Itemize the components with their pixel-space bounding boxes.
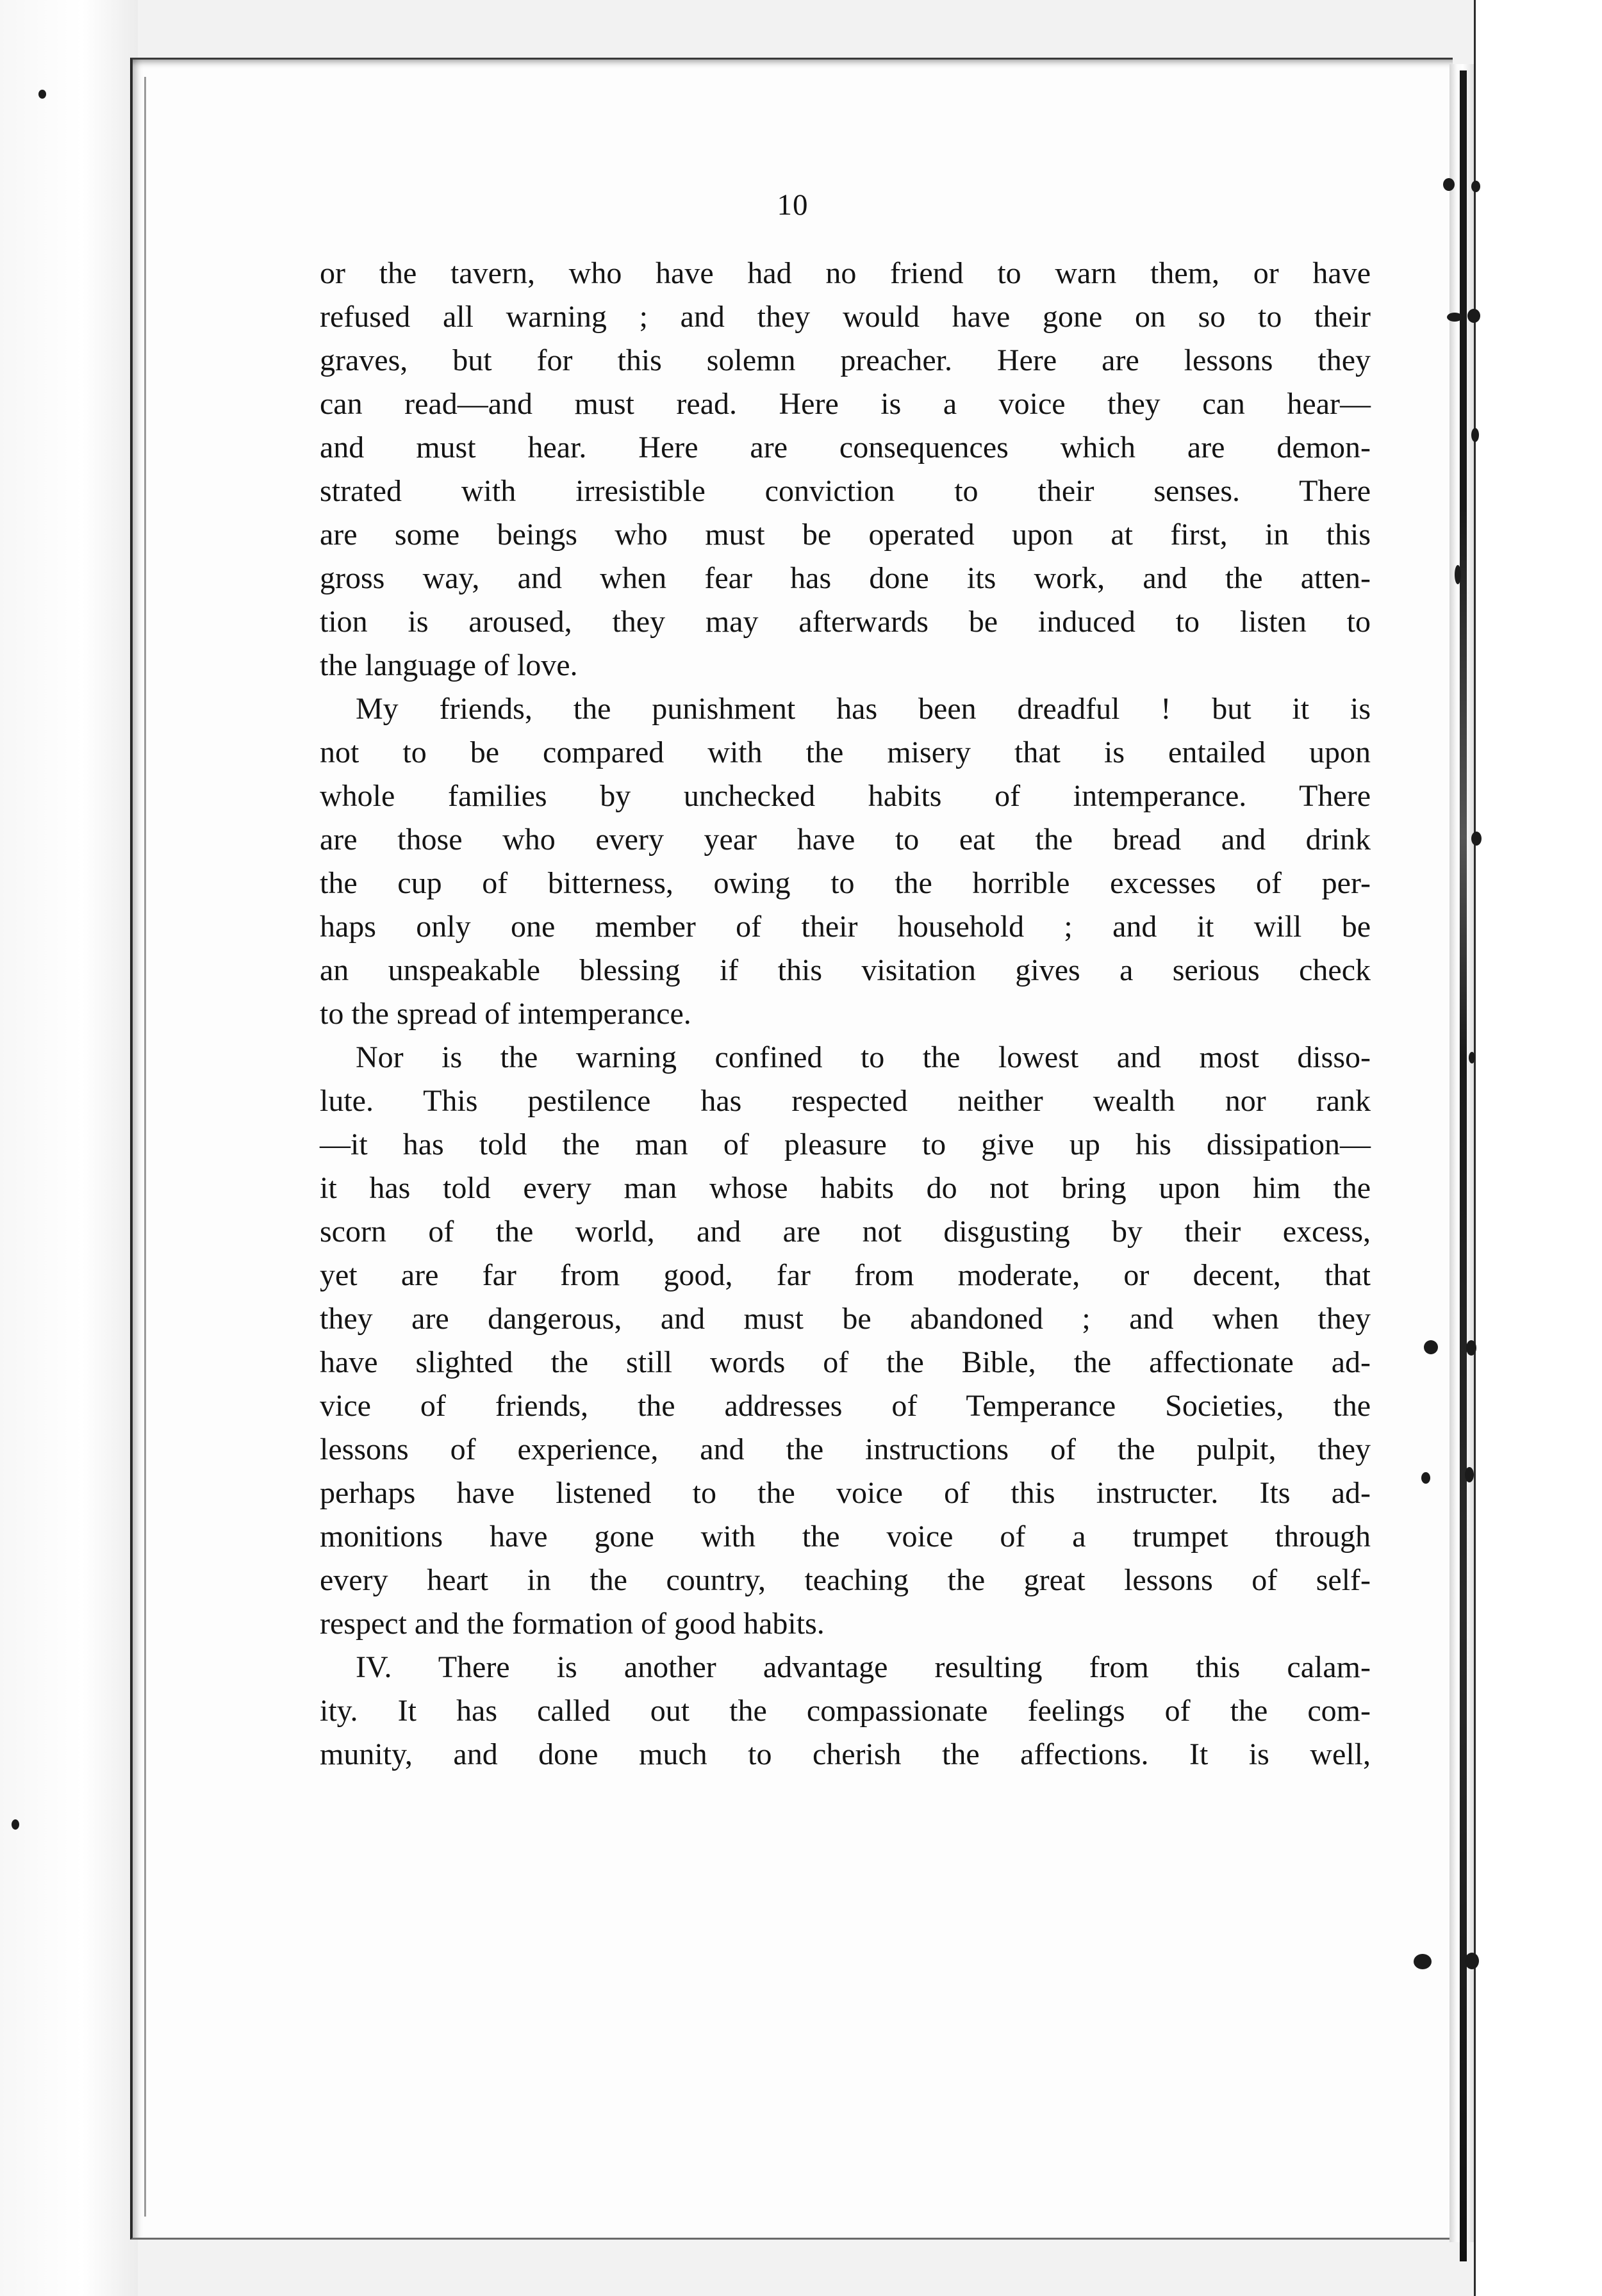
page-number: 10 (777, 188, 809, 222)
text-line: the language of love. (320, 648, 578, 682)
text-line: not to be compared with the misery that is entailed upon (320, 735, 1371, 769)
scan-speck (1466, 1340, 1476, 1356)
text-line: it has told every man whose habits do not bring upon him the (320, 1171, 1371, 1205)
scan-speck (1424, 1340, 1438, 1354)
scan-speck (1447, 313, 1462, 322)
book-page (130, 58, 1453, 2240)
text-line: whole families by unchecked habits of intemperance. There (320, 779, 1371, 813)
text-line: scorn of the world, and are not disgusting by their excess, (320, 1215, 1371, 1249)
text-line: monitions have gone with the voice of a trumpet through (320, 1520, 1371, 1554)
scan-margin-right (1474, 0, 1602, 2296)
text-line: IV. There is another advantage resulting from this calam- (356, 1650, 1371, 1684)
text-line: refused all warning ; and they would have gone on so to their (320, 300, 1371, 334)
text-line: strated with irresistible conviction to their senses. There (320, 474, 1371, 508)
text-line: graves, but for this solemn preacher. Here are lessons they (320, 343, 1371, 377)
text-line: yet are far from good, far from moderate, or decent, that (320, 1258, 1371, 1292)
text-line: tion is aroused, they may afterwards be induced to listen to (320, 605, 1371, 639)
scan-speck (1469, 1052, 1475, 1063)
scan-speck (12, 1819, 19, 1830)
text-line: they are dangerous, and must be abandoned ; and when they (320, 1302, 1371, 1336)
text-line: have slighted the still words of the Bible, the affectionate ad- (320, 1345, 1371, 1379)
text-line: My friends, the punishment has been dreadful ! but it is (356, 692, 1371, 726)
page-edge-line (144, 77, 146, 2217)
scan-speck (1465, 1953, 1479, 1969)
text-line: can read—and must read. Here is a voice they can hear— (320, 387, 1371, 421)
text-line: to the spread of intemperance. (320, 997, 691, 1031)
text-line: lessons of experience, and the instructions of the pulpit, they (320, 1432, 1371, 1466)
text-line: perhaps have listened to the voice of this instructer. Its ad- (320, 1476, 1371, 1510)
text-line: gross way, and when fear has done its work, and the atten- (320, 561, 1371, 595)
text-line: and must hear. Here are consequences which are demon- (320, 430, 1371, 464)
text-line: every heart in the country, teaching the great lessons of self- (320, 1563, 1371, 1597)
text-line: lute. This pestilence has respected neither wealth nor rank (320, 1084, 1371, 1118)
scan-speck (1421, 1472, 1430, 1484)
text-line: are some beings who must be operated upon at first, in this (320, 518, 1371, 552)
text-line: or the tavern, who have had no friend to warn them, or have (320, 256, 1371, 290)
text-line: vice of friends, the addresses of Temperance Societies, the (320, 1389, 1371, 1423)
scan-margin-left (0, 0, 138, 2296)
scan-speck (1467, 309, 1480, 323)
text-line: munity, and done much to cherish the affections. It is well, (320, 1737, 1371, 1771)
scan-speck (1471, 832, 1482, 846)
binding-edge (1460, 70, 1467, 2261)
text-line: Nor is the warning confined to the lowest and most disso- (356, 1040, 1371, 1074)
scan-speck (38, 90, 46, 99)
scan-speck (1443, 178, 1455, 191)
scan-speck (1414, 1954, 1432, 1969)
text-line: are those who every year have to eat the bread and drink (320, 823, 1371, 857)
text-line: haps only one member of their household ; and it will be (320, 910, 1371, 944)
text-line: an unspeakable blessing if this visitation gives a serious check (320, 953, 1371, 987)
text-line: ity. It has called out the compassionate feelings of the com- (320, 1694, 1371, 1728)
text-line: the cup of bitterness, owing to the horrible excesses of per- (320, 866, 1371, 900)
body-text (320, 252, 1371, 1776)
text-line: —it has told the man of pleasure to give up his dissipation— (320, 1128, 1371, 1161)
scan-speck (1471, 181, 1480, 192)
scan-speck (1455, 565, 1461, 584)
scan-speck (1465, 1467, 1474, 1482)
text-line: respect and the formation of good habits. (320, 1607, 825, 1641)
scan-speck (1471, 428, 1479, 442)
